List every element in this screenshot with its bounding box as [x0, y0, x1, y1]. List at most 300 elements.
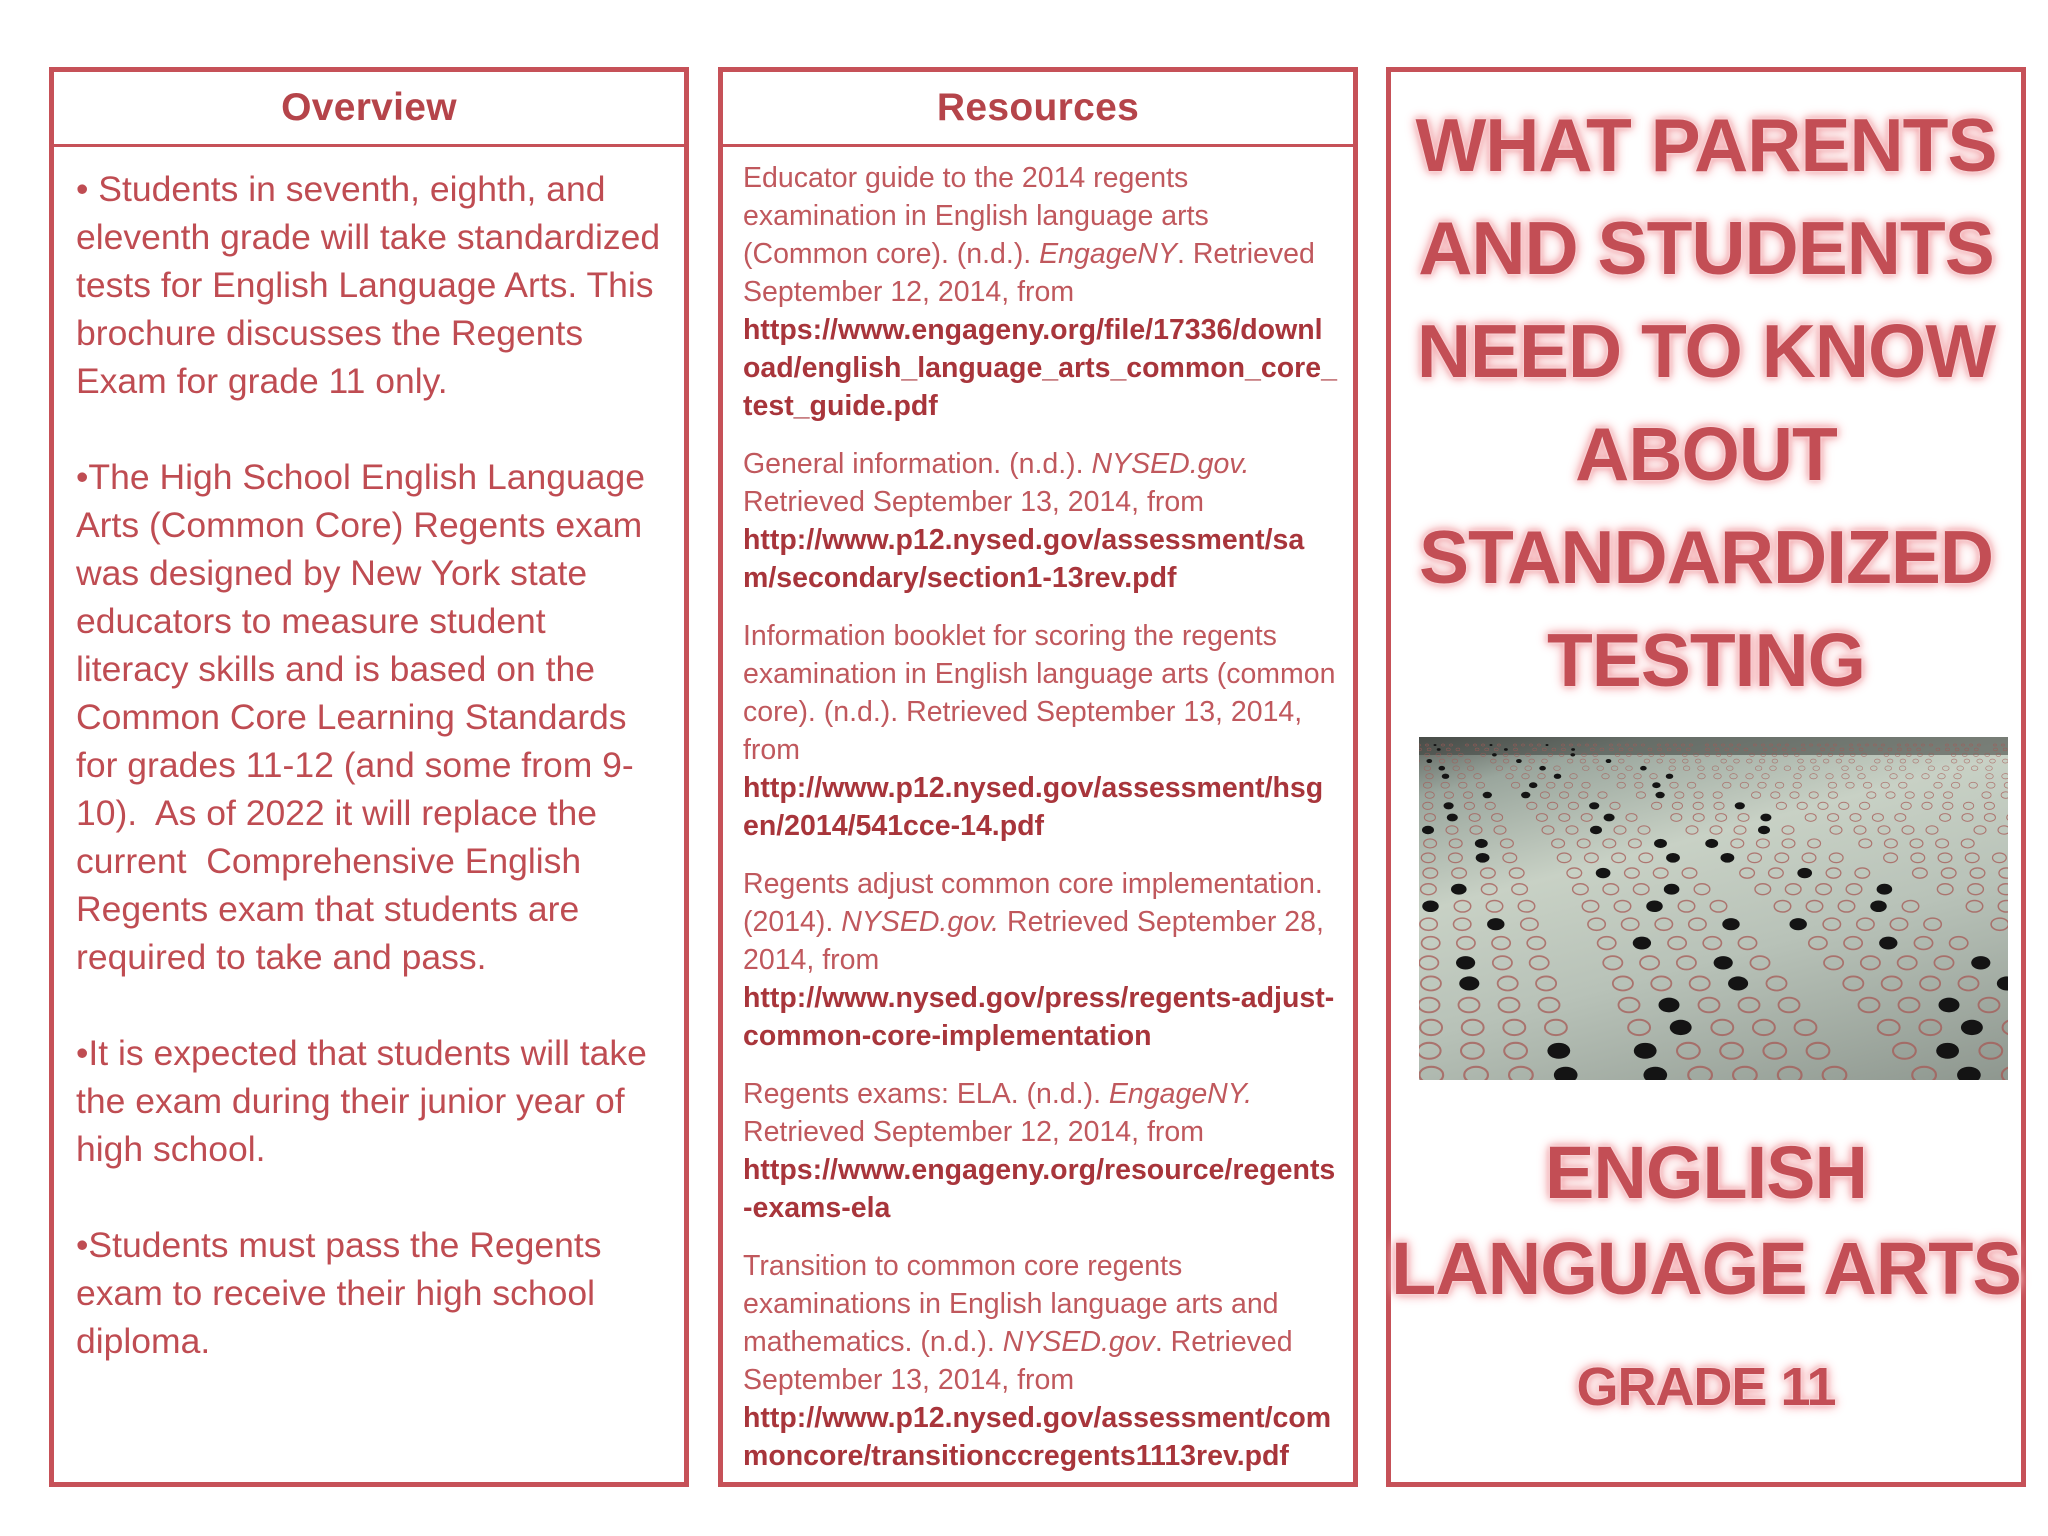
reference-text: Transition to common core regents examinations in English language arts and mathematics. (n.d.).	[743, 1250, 1279, 1358]
filled-bubble	[1877, 884, 1893, 895]
empty-bubble	[1476, 782, 1484, 788]
empty-bubble	[2007, 814, 2008, 822]
filled-bubble	[1571, 748, 1575, 751]
empty-bubble	[1687, 782, 1695, 788]
empty-bubble	[1861, 956, 1880, 969]
filled-bubble	[1939, 998, 1960, 1013]
empty-bubble	[1486, 900, 1503, 912]
empty-bubble	[1461, 1043, 1484, 1059]
empty-bubble	[1421, 976, 1441, 990]
overview-paragraph: •The High School English Language Arts (Common Core) Regents exam was designed by New York state educators to measure student literacy skills and is based on the Common Core Learning Standards for grades 11-12 (and some from 9-10). As of 2022 it will replace the current Comprehensive English Regents exam that students are required to take and pass.	[76, 457, 653, 977]
empty-bubble	[1734, 826, 1746, 834]
reference-url[interactable]: http://www.p12.nysed.gov/assessment/hsgen/2014/541cce-14.pdf	[743, 772, 1324, 842]
empty-bubble	[1678, 900, 1695, 912]
empty-bubble	[1928, 766, 1935, 771]
empty-bubble	[1682, 759, 1688, 763]
empty-bubble	[1498, 976, 1518, 990]
empty-bubble	[1693, 802, 1703, 809]
empty-bubble	[1613, 976, 1633, 990]
empty-bubble	[1937, 884, 1953, 895]
empty-bubble	[1746, 759, 1752, 763]
empty-bubble	[1626, 814, 1637, 822]
empty-bubble	[1492, 937, 1510, 950]
filled-bubble	[1476, 853, 1490, 863]
empty-bubble	[1582, 782, 1590, 788]
empty-bubble	[1971, 766, 1978, 771]
empty-bubble	[2002, 774, 2008, 779]
empty-bubble	[1619, 998, 1640, 1013]
reference-item	[743, 1075, 1337, 1227]
empty-bubble	[1568, 802, 1578, 809]
empty-bubble	[1559, 792, 1568, 799]
empty-bubble	[1710, 900, 1727, 912]
empty-bubble	[1567, 868, 1582, 878]
empty-bubble	[1846, 782, 1854, 788]
filled-bubble	[1961, 1020, 1983, 1035]
filled-bubble	[1447, 814, 1458, 822]
empty-bubble	[1842, 774, 1850, 779]
empty-bubble	[1943, 802, 1953, 809]
filled-bubble	[1735, 802, 1745, 809]
empty-bubble	[1838, 900, 1855, 912]
empty-bubble	[1753, 1020, 1775, 1035]
empty-bubble	[1441, 782, 1449, 788]
empty-bubble	[1771, 792, 1780, 799]
empty-bubble	[1686, 826, 1698, 834]
empty-bubble	[1530, 956, 1549, 969]
empty-bubble	[1910, 839, 1923, 848]
empty-bubble	[1614, 826, 1626, 834]
filled-bubble	[1589, 802, 1599, 809]
empty-bubble	[1670, 759, 1676, 763]
empty-bubble	[1738, 937, 1756, 950]
filled-bubble	[1666, 774, 1674, 779]
empty-bubble	[1829, 853, 1843, 863]
empty-bubble	[1943, 766, 1950, 771]
empty-bubble	[1579, 792, 1588, 799]
empty-bubble	[2002, 1067, 2008, 1080]
empty-bubble	[1500, 839, 1513, 848]
filled-bubble	[1640, 766, 1647, 771]
empty-bubble	[1766, 976, 1786, 990]
filled-bubble	[1504, 748, 1508, 751]
empty-bubble	[1506, 774, 1514, 779]
empty-bubble	[1622, 918, 1639, 930]
empty-bubble	[1711, 1020, 1733, 1035]
filled-bubble	[1646, 900, 1663, 912]
empty-bubble	[1644, 759, 1650, 763]
filled-bubble	[1659, 998, 1680, 1013]
filled-bubble	[1444, 802, 1454, 809]
filled-bubble	[1728, 976, 1748, 990]
empty-bubble	[1770, 766, 1777, 771]
empty-bubble	[1922, 802, 1932, 809]
empty-bubble	[1806, 900, 1823, 912]
empty-bubble	[1987, 782, 1995, 788]
empty-bubble	[1452, 868, 1467, 878]
empty-bubble	[1746, 774, 1754, 779]
filled-bubble	[1634, 1043, 1657, 1059]
empty-bubble	[1444, 792, 1453, 799]
empty-bubble	[1863, 782, 1871, 788]
empty-bubble	[1986, 774, 1994, 779]
empty-bubble	[1583, 766, 1590, 771]
empty-bubble	[1905, 792, 1914, 799]
empty-bubble	[1511, 782, 1519, 788]
empty-bubble	[1922, 774, 1930, 779]
empty-bubble	[1934, 782, 1942, 788]
empty-bubble	[1793, 782, 1801, 788]
empty-bubble	[1635, 782, 1643, 788]
filled-bubble	[1590, 826, 1602, 834]
empty-bubble	[1940, 814, 1951, 822]
empty-bubble	[1703, 937, 1721, 950]
empty-bubble	[1652, 802, 1662, 809]
empty-bubble	[1698, 766, 1705, 771]
empty-bubble	[1902, 900, 1919, 912]
reference-item	[743, 159, 1337, 425]
reference-source: EngageNY	[1039, 238, 1178, 270]
empty-bubble	[1778, 1067, 1802, 1080]
empty-bubble	[1954, 774, 1962, 779]
empty-bubble	[1618, 759, 1624, 763]
empty-bubble	[1419, 998, 1440, 1013]
empty-bubble	[1540, 792, 1549, 799]
filled-bubble	[1437, 748, 1441, 751]
filled-bubble	[1997, 976, 2008, 990]
empty-bubble	[1734, 759, 1740, 763]
overview-paragraph: •Students must pass the Regents exam to receive their high school diploma.	[76, 1225, 612, 1361]
empty-bubble	[1843, 976, 1863, 990]
empty-bubble	[1463, 792, 1472, 799]
empty-bubble	[1900, 759, 1906, 763]
empty-bubble	[1934, 956, 1953, 969]
empty-bubble	[1901, 802, 1911, 809]
filled-bubble	[1971, 956, 1990, 969]
empty-bubble	[1966, 900, 1983, 912]
reference-url[interactable]: http://www.p12.nysed.gov/assessment/commoncore/transitionccregents1113rev.pdf	[743, 1402, 1332, 1472]
reference-source: NYSED.gov.	[1091, 448, 1250, 480]
empty-bubble	[1504, 1043, 1527, 1059]
filled-bubble	[1721, 853, 1735, 863]
empty-bubble	[1836, 759, 1842, 763]
filled-bubble	[1705, 839, 1718, 848]
empty-bubble	[1559, 814, 1570, 822]
empty-bubble	[1759, 759, 1765, 763]
empty-bubble	[1669, 766, 1676, 771]
empty-bubble	[1617, 782, 1625, 788]
empty-bubble	[1943, 792, 1952, 799]
filled-bubble	[1596, 868, 1611, 878]
empty-bubble	[1828, 792, 1837, 799]
empty-bubble	[1552, 839, 1565, 848]
empty-bubble	[1890, 918, 1907, 930]
empty-bubble	[1653, 868, 1668, 878]
empty-bubble	[1419, 1067, 1443, 1080]
empty-bubble	[1758, 782, 1766, 788]
empty-bubble	[1808, 839, 1821, 848]
reference-source: NYSED.gov.	[841, 906, 1000, 938]
empty-bubble	[1872, 814, 1883, 822]
filled-bubble	[1797, 868, 1812, 878]
empty-bubble	[1557, 853, 1571, 863]
filled-bubble	[1546, 744, 1549, 746]
empty-bubble	[1518, 900, 1535, 912]
empty-bubble	[1511, 766, 1518, 771]
cover-panel	[1386, 67, 2026, 1487]
resources-title: Resources	[723, 72, 1353, 147]
empty-bubble	[1799, 766, 1806, 771]
empty-bubble	[1603, 839, 1616, 848]
empty-bubble	[1740, 782, 1748, 788]
empty-bubble	[1906, 774, 1914, 779]
photo-shadow-band	[1419, 737, 2008, 755]
empty-bubble	[1849, 759, 1855, 763]
cover-title: WHAT PARENTS AND STUDENTS NEED TO KNOW ABOUT STANDARDIZED TESTING	[1415, 103, 1997, 702]
empty-bubble	[1823, 759, 1829, 763]
empty-bubble	[1860, 802, 1870, 809]
empty-bubble	[1449, 853, 1463, 863]
empty-bubble	[1689, 918, 1706, 930]
empty-bubble	[1913, 868, 1928, 878]
reference-url[interactable]: https://www.engageny.org/file/17336/download/english_language_arts_common_core_test_guide.pdf	[743, 314, 1337, 422]
empty-bubble	[1902, 826, 1914, 834]
empty-bubble	[1951, 782, 1959, 788]
empty-bubble	[1453, 766, 1460, 771]
empty-bubble	[1755, 884, 1771, 895]
empty-bubble	[1881, 782, 1889, 788]
filled-bubble	[1758, 826, 1770, 834]
empty-bubble	[1941, 868, 1956, 878]
empty-bubble	[1699, 998, 1720, 1013]
empty-bubble	[1991, 918, 2008, 930]
empty-bubble	[1795, 1020, 1817, 1035]
empty-bubble	[1807, 1043, 1830, 1059]
empty-bubble	[1499, 998, 1520, 1013]
empty-bubble	[1924, 918, 1941, 930]
empty-bubble	[2003, 1020, 2008, 1035]
reference-url[interactable]: http://www.nysed.gov/press/regents-adjust-common-core-implementation	[743, 982, 1335, 1052]
empty-bubble	[1926, 826, 1938, 834]
empty-bubble	[1974, 826, 1986, 834]
filled-bubble	[1521, 792, 1530, 799]
filled-bubble	[1654, 839, 1667, 848]
filled-bubble	[1760, 814, 1771, 822]
empty-bubble	[1481, 884, 1497, 895]
empty-bubble	[1580, 759, 1586, 763]
empty-bubble	[1655, 918, 1672, 930]
overview-title: Overview	[54, 72, 684, 147]
empty-bubble	[1481, 868, 1496, 878]
empty-bubble	[1542, 826, 1554, 834]
empty-bubble	[1490, 759, 1496, 763]
empty-bubble	[1911, 853, 1925, 863]
empty-bubble	[1810, 759, 1816, 763]
empty-bubble	[1740, 868, 1755, 878]
filled-bubble	[1451, 884, 1467, 895]
empty-bubble	[1581, 814, 1592, 822]
empty-bubble	[1470, 826, 1482, 834]
empty-bubble	[1775, 853, 1789, 863]
reference-retrieved: Retrieved September 28, 2014, from	[743, 906, 1324, 976]
empty-bubble	[1958, 976, 1978, 990]
empty-bubble	[1421, 884, 1437, 895]
empty-bubble	[1618, 774, 1626, 779]
empty-bubble	[1769, 868, 1784, 878]
reference-retrieved: . Retrieved September 12, 2014, from	[743, 238, 1315, 308]
empty-bubble	[1809, 937, 1827, 950]
filled-bubble	[1422, 900, 1439, 912]
filled-bubble	[1426, 759, 1432, 763]
empty-bubble	[1998, 826, 2008, 834]
empty-bubble	[1603, 884, 1619, 895]
filled-bubble	[1652, 782, 1660, 788]
empty-bubble	[1628, 1020, 1650, 1035]
empty-bubble	[1727, 766, 1734, 771]
filled-bubble	[1516, 759, 1522, 763]
empty-bubble	[1823, 1067, 1847, 1080]
empty-bubble	[1809, 792, 1818, 799]
empty-bubble	[1731, 839, 1744, 848]
empty-bubble	[1422, 937, 1440, 950]
empty-bubble	[1984, 814, 1995, 822]
empty-bubble	[1419, 956, 1438, 969]
empty-bubble	[1625, 868, 1640, 878]
empty-bubble	[1830, 826, 1842, 834]
empty-bubble	[1913, 759, 1919, 763]
empty-bubble	[1545, 1020, 1567, 1035]
empty-bubble	[1826, 774, 1834, 779]
empty-bubble	[1738, 814, 1749, 822]
filled-bubble	[1664, 884, 1680, 895]
empty-bubble	[1712, 766, 1719, 771]
empty-bubble	[1924, 792, 1933, 799]
empty-bubble	[1467, 766, 1474, 771]
filled-bubble	[1422, 826, 1434, 834]
empty-bubble	[1493, 956, 1512, 969]
empty-bubble	[1588, 918, 1605, 930]
reference-item	[743, 865, 1337, 1055]
empty-bubble	[1818, 802, 1828, 809]
empty-bubble	[1457, 937, 1475, 950]
empty-bubble	[1969, 782, 1977, 788]
empty-bubble	[1721, 759, 1727, 763]
empty-bubble	[1716, 814, 1727, 822]
empty-bubble	[1751, 792, 1760, 799]
filled-bubble	[1490, 744, 1493, 746]
empty-bubble	[1538, 774, 1546, 779]
empty-bubble	[1899, 766, 1906, 771]
empty-bubble	[1797, 802, 1807, 809]
empty-bubble	[1548, 802, 1558, 809]
reference-text: Regents adjust common core implementation. (2014).	[743, 868, 1323, 938]
empty-bubble	[2004, 782, 2008, 788]
reference-url[interactable]: https://www.engageny.org/resource/regents-exams-ela	[743, 1154, 1336, 1224]
empty-bubble	[1813, 766, 1820, 771]
empty-bubble	[1998, 884, 2008, 895]
empty-bubble	[1914, 937, 1932, 950]
empty-bubble	[1536, 976, 1556, 990]
cover-grade: GRADE 11	[1576, 1357, 1836, 1417]
empty-bubble	[1570, 774, 1578, 779]
filled-bubble	[1879, 937, 1897, 950]
empty-bubble	[1536, 814, 1547, 822]
empty-bubble	[1554, 766, 1561, 771]
empty-bubble	[1573, 884, 1589, 895]
empty-bubble	[1419, 1043, 1441, 1059]
filled-bubble	[1643, 1067, 1667, 1080]
empty-bubble	[1509, 1067, 1533, 1080]
empty-bubble	[1577, 839, 1590, 848]
bubble-sheet-image	[1419, 737, 2008, 1080]
empty-bubble	[1675, 792, 1684, 799]
reference-text: General information. (n.d.).	[743, 448, 1092, 480]
empty-bubble	[1810, 774, 1818, 779]
empty-bubble	[1449, 839, 1462, 848]
empty-bubble	[1567, 759, 1573, 763]
empty-bubble	[1598, 937, 1616, 950]
cover-subject: ENGLISH LANGUAGE ARTS	[1391, 1131, 2021, 1310]
empty-bubble	[1494, 826, 1506, 834]
reference-url[interactable]: http://www.p12.nysed.gov/assessment/sam/secondary/section1-13rev.pdf	[743, 524, 1305, 594]
empty-bubble	[1850, 814, 1861, 822]
empty-bubble	[1425, 792, 1434, 799]
empty-bubble	[1854, 826, 1866, 834]
filled-bubble	[1666, 853, 1680, 863]
empty-bubble	[1420, 1020, 1442, 1035]
empty-bubble	[1423, 802, 1433, 809]
empty-bubble	[1503, 1020, 1525, 1035]
empty-bubble	[1597, 766, 1604, 771]
empty-bubble	[1970, 868, 1985, 878]
empty-bubble	[1633, 884, 1649, 895]
empty-bubble	[1670, 782, 1678, 788]
empty-bubble	[1610, 802, 1620, 809]
empty-bubble	[1938, 853, 1952, 863]
empty-bubble	[1688, 1067, 1712, 1080]
reference-retrieved: Retrieved September 12, 2014, from	[743, 1116, 1204, 1148]
empty-bubble	[1698, 774, 1706, 779]
reference-source: NYSED.gov	[1002, 1326, 1155, 1358]
empty-bubble	[1509, 868, 1524, 878]
empty-bubble	[1886, 792, 1895, 799]
filled-bubble	[1547, 1043, 1570, 1059]
reference-retrieved: . Retrieved September 13, 2014, from	[743, 1326, 1293, 1396]
empty-bubble	[1890, 774, 1898, 779]
filled-bubble	[1554, 774, 1562, 779]
empty-bubble	[2001, 792, 2008, 799]
empty-bubble	[1899, 998, 1920, 1013]
empty-bubble	[1826, 868, 1841, 878]
filled-bubble	[1714, 956, 1733, 969]
empty-bubble	[1748, 853, 1762, 863]
empty-bubble	[1839, 802, 1849, 809]
empty-bubble	[1824, 956, 1843, 969]
empty-bubble	[1539, 998, 1560, 1013]
empty-bubble	[1585, 853, 1599, 863]
empty-bubble	[1794, 774, 1802, 779]
empty-bubble	[1582, 900, 1599, 912]
empty-bubble	[1611, 766, 1618, 771]
empty-bubble	[1730, 774, 1738, 779]
empty-bubble	[1651, 976, 1671, 990]
empty-bubble	[1805, 814, 1816, 822]
empty-bubble	[1878, 826, 1890, 834]
empty-bubble	[1750, 956, 1769, 969]
empty-bubble	[1657, 759, 1663, 763]
empty-bubble	[1887, 759, 1893, 763]
empty-bubble	[1424, 839, 1437, 848]
